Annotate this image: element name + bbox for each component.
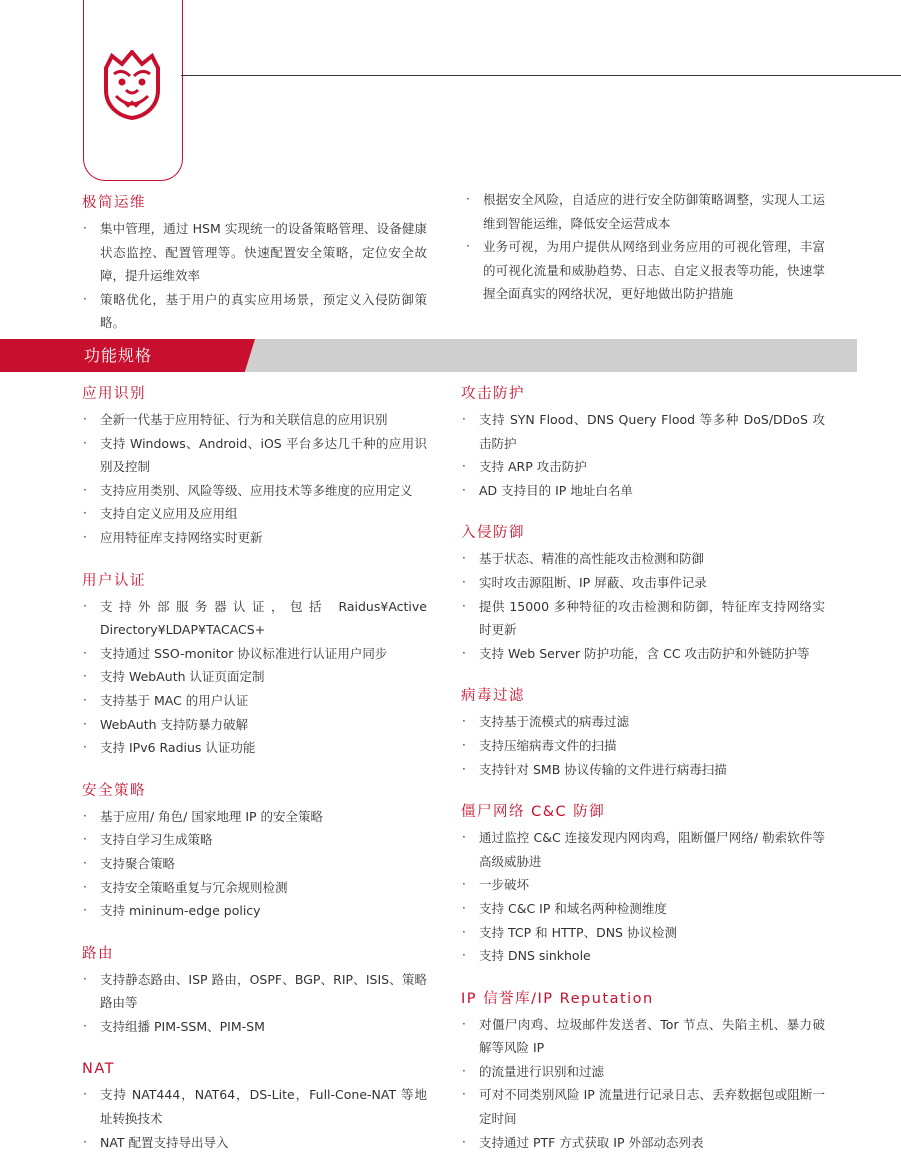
bullet-icon: ·: [462, 948, 466, 963]
list-item: [82, 408, 427, 432]
list-item-text: 根据安全风险，自适应的进行安全防御策略调整，实现人工运维到智能运维，降低安全运营成本: [483, 192, 825, 231]
section-list: [461, 826, 825, 968]
list-item-text: 通过监控 C&C 连接发现内网肉鸡，阻断僵尸网络/ 勒索软件等高级威胁进: [479, 830, 825, 869]
bullet-icon: ·: [83, 692, 87, 707]
list-item: [82, 526, 427, 550]
bullet-icon: ·: [462, 1087, 466, 1102]
bullet-icon: ·: [466, 239, 470, 254]
bullet-icon: ·: [83, 716, 87, 731]
list-item: [461, 897, 825, 921]
list-item-text: 支持 WebAuth 认证页面定制: [100, 669, 265, 685]
list-item-text: 实时攻击源阻断、IP 屏蔽、攻击事件记录: [479, 574, 707, 590]
list-item-text: 支持 ARP 攻击防护: [479, 459, 587, 475]
section-list: [461, 408, 825, 502]
list-item: [82, 1015, 427, 1039]
list-item-text: 支持 TCP 和 HTTP、DNS 协议检测: [479, 924, 677, 940]
bullet-icon: ·: [83, 645, 87, 660]
bullet-icon: ·: [462, 574, 466, 589]
list-item-text: 支持组播 PIM-SSM、PIM-SM: [100, 1018, 265, 1034]
list-item: [461, 547, 825, 571]
intro-left: [82, 192, 427, 335]
section-title: 极简运维: [82, 195, 146, 211]
list-item-text: 支持自定义应用及应用组: [100, 506, 238, 522]
list-item-text: AD 支持目的 IP 地址白名单: [479, 482, 633, 498]
section-list: [82, 968, 427, 1039]
list-item: [461, 1083, 825, 1130]
bullet-icon: ·: [83, 903, 87, 918]
list-item-text: 支持 SYN Flood、DNS Query Flood 等多种 DoS/DDoS 攻击防护: [479, 412, 825, 451]
section-title: 僵尸网络 C&C 防御: [461, 804, 606, 821]
bullet-icon: ·: [462, 900, 466, 915]
bullet-icon: ·: [83, 412, 87, 426]
bullet-icon: ·: [83, 1018, 87, 1033]
bullet-icon: ·: [462, 1134, 466, 1149]
list-item: [461, 734, 825, 758]
spec-section: [461, 383, 825, 502]
bullet-icon: ·: [462, 737, 466, 752]
list-item: [461, 1131, 825, 1155]
guardian-mask-logo-icon: [100, 50, 164, 120]
list-item: [82, 736, 427, 760]
list-item-text: 可对不同类别风险 IP 流量进行记录日志、丢弃数据包或阻断一定时间: [479, 1087, 825, 1127]
bullet-icon: ·: [462, 459, 466, 474]
bullet-icon: ·: [83, 482, 87, 497]
bullet-icon: ·: [462, 551, 466, 566]
list-item: [461, 758, 825, 782]
bullet-icon: ·: [462, 645, 466, 660]
section-title: 攻击防护: [461, 386, 525, 402]
section-list: [82, 595, 427, 760]
bullet-icon: ·: [462, 598, 466, 613]
intro-right: [465, 188, 825, 306]
list-item-text: 支持 Web Server 防护功能，含 CC 攻击防护和外链防护等: [479, 645, 810, 661]
spec-section: [461, 522, 825, 665]
bullet-icon: ·: [83, 221, 87, 235]
bullet-icon: ·: [462, 1016, 466, 1031]
list-item-text: 基于状态、精准的高性能攻击检测和防御: [479, 551, 705, 567]
list-item-text: 支持聚合策略: [100, 855, 176, 871]
header-rule: [181, 75, 901, 76]
section-list: [461, 1013, 825, 1155]
list-item-text: 提供 15000 多种特征的攻击检测和防御，特征库支持网络实时更新: [479, 598, 825, 638]
list-item-text: 支持 NAT444，NAT64，DS-Lite，Full-Cone-NAT 等地址转换技术: [100, 1087, 427, 1127]
list-item: [461, 1060, 825, 1084]
list-item-text: 基于应用/ 角色/ 国家地理 IP 的安全策略: [100, 808, 324, 824]
section-title: 安全策略: [82, 782, 146, 799]
bullet-icon: ·: [83, 529, 87, 544]
section-title: 应用识别: [82, 386, 146, 402]
spec-section: [82, 1058, 427, 1154]
list-item-text: 的流量进行识别和过滤: [479, 1063, 605, 1079]
list-item: [82, 899, 427, 923]
section-band: [0, 339, 857, 372]
list-item-text: 对僵尸肉鸡、垃圾邮件发送者、Tor 节点、失陷主机、暴力破解等风险 IP: [479, 1016, 825, 1056]
list-item: [461, 873, 825, 897]
list-item-text: NAT 配置支持导出导入: [100, 1134, 229, 1150]
spec-section: [82, 943, 427, 1039]
list-item: [461, 455, 825, 479]
section-list: [82, 805, 427, 923]
list-item: [82, 828, 427, 852]
list-item-text: 支持压缩病毒文件的扫描: [479, 737, 617, 753]
section-list: [82, 408, 427, 550]
list-item-text: 支持 C&C IP 和域名两种检测维度: [479, 900, 667, 916]
list-item: [82, 432, 427, 479]
bullet-icon: ·: [83, 506, 87, 521]
bullet-icon: ·: [83, 1087, 87, 1102]
list-item: [461, 479, 825, 503]
list-item: [82, 852, 427, 876]
list-item: [82, 642, 427, 666]
list-item-text: 支持通过 PTF 方式获取 IP 外部动态列表: [479, 1134, 704, 1150]
list-item: [461, 642, 825, 666]
list-item: [82, 689, 427, 713]
list-item: [461, 826, 825, 873]
spec-section: [82, 570, 427, 760]
list-item: [82, 479, 427, 503]
bullet-icon: ·: [462, 877, 466, 892]
list-item: [82, 217, 427, 288]
list-item-text: 支持 Windows、Android、iOS 平台多达几千种的应用识别及控制: [100, 435, 427, 475]
bullet-icon: ·: [466, 192, 470, 206]
spec-section: [82, 780, 427, 923]
list-item: [465, 235, 825, 306]
list-item-text: 支持基于流模式的病毒过滤: [479, 714, 630, 730]
spec-section: [461, 801, 825, 968]
list-item-text: 支持通过 SSO-monitor 协议标准进行认证用户同步: [100, 645, 388, 661]
list-item-text: 支持应用类别、风险等级、应用技术等多维度的应用定义: [100, 482, 413, 498]
bullet-icon: ·: [83, 971, 87, 986]
logo-tab: [83, 0, 183, 181]
list-item: [82, 1083, 427, 1130]
section-list: [461, 710, 825, 781]
list-item-text: 集中管理，通过 HSM 实现统一的设备策略管理、设备健康状态监控、配置管理等。快速配置安全策略，定位安全故障，提升运维效率: [100, 221, 427, 284]
list-item: [82, 805, 427, 829]
list-item: [461, 944, 825, 968]
bullet-icon: ·: [83, 808, 87, 823]
bullet-icon: ·: [462, 761, 466, 776]
list-item: [461, 921, 825, 945]
list-item-text: 全新一代基于应用特征、行为和关联信息的应用识别: [100, 412, 388, 427]
spec-right-column: [461, 383, 825, 1154]
list-item-text: 业务可视，为用户提供从网络到业务应用的可视化管理，丰富的可视化流量和威胁趋势、日志、自定义报表等功能，快速掌握全面真实的网络状况，更好地做出防护措施: [483, 239, 825, 302]
section-title: 路由: [82, 945, 114, 962]
spec-left-column: [82, 383, 427, 1154]
spec-section: [461, 685, 825, 781]
list-item-text: WebAuth 支持防暴力破解: [100, 716, 249, 732]
bullet-icon: ·: [462, 412, 466, 426]
list-item-text: 支持 IPv6 Radius 认证功能: [100, 740, 256, 756]
list-item: [82, 288, 427, 335]
bullet-icon: ·: [462, 1063, 466, 1078]
list-item-text: 支持外部服务器认证，包括 Raidus¥Active Directory¥LDAP¥TACACS+: [100, 598, 427, 638]
list-item-text: 支持静态路由、ISP 路由，OSPF、BGP、RIP、ISIS、策略路由等: [100, 971, 427, 1011]
list-item-text: 一步破坏: [479, 877, 530, 893]
bullet-icon: ·: [83, 598, 87, 613]
bullet-icon: ·: [462, 714, 466, 729]
list-item: [82, 595, 427, 642]
list-item-text: 支持针对 SMB 协议传输的文件进行病毒扫描: [479, 761, 727, 777]
bullet-icon: ·: [83, 740, 87, 755]
bullet-icon: ·: [83, 669, 87, 684]
list-item: [82, 665, 427, 689]
list-item: [465, 188, 825, 235]
bullet-icon: ·: [83, 1134, 87, 1149]
list-item: [461, 571, 825, 595]
intro-right-list: [465, 188, 825, 306]
list-item: [461, 1013, 825, 1060]
bullet-icon: ·: [83, 832, 87, 847]
list-item: [461, 595, 825, 642]
intro-left-list: [82, 217, 427, 335]
list-item-text: 支持安全策略重复与冗余规则检测: [100, 879, 288, 895]
list-item-text: 应用特征库支持网络实时更新: [100, 529, 263, 545]
section-title: IP 信誉库/IP Reputation: [461, 990, 654, 1007]
list-item-text: 策略优化，基于用户的真实应用场景，预定义入侵防御策略。: [100, 291, 427, 331]
bullet-icon: ·: [83, 435, 87, 450]
section-title: NAT: [82, 1061, 115, 1078]
list-item-text: 支持 DNS sinkhole: [479, 948, 591, 964]
spec-section: [461, 988, 825, 1155]
bullet-icon: ·: [83, 879, 87, 894]
list-item-text: 支持基于 MAC 的用户认证: [100, 692, 249, 708]
list-item: [461, 408, 825, 455]
list-item: [82, 876, 427, 900]
bullet-icon: ·: [462, 830, 466, 845]
list-item: [82, 713, 427, 737]
section-title: 病毒过滤: [461, 688, 525, 705]
section-list: [461, 547, 825, 665]
section-title: 用户认证: [82, 572, 146, 589]
list-item-text: 支持自学习生成策略: [100, 832, 213, 848]
list-item: [82, 968, 427, 1015]
list-item: [82, 502, 427, 526]
bullet-icon: ·: [83, 855, 87, 870]
bullet-icon: ·: [462, 482, 466, 497]
list-item: [82, 1131, 427, 1155]
section-title: 入侵防御: [461, 525, 525, 542]
bullet-icon: ·: [462, 924, 466, 939]
list-item-text: 支持 mininum-edge policy: [100, 903, 261, 919]
spec-section: [82, 383, 427, 550]
band-title: 功能规格: [84, 346, 153, 365]
list-item: [461, 710, 825, 734]
section-list: [82, 1083, 427, 1154]
bullet-icon: ·: [83, 291, 87, 306]
